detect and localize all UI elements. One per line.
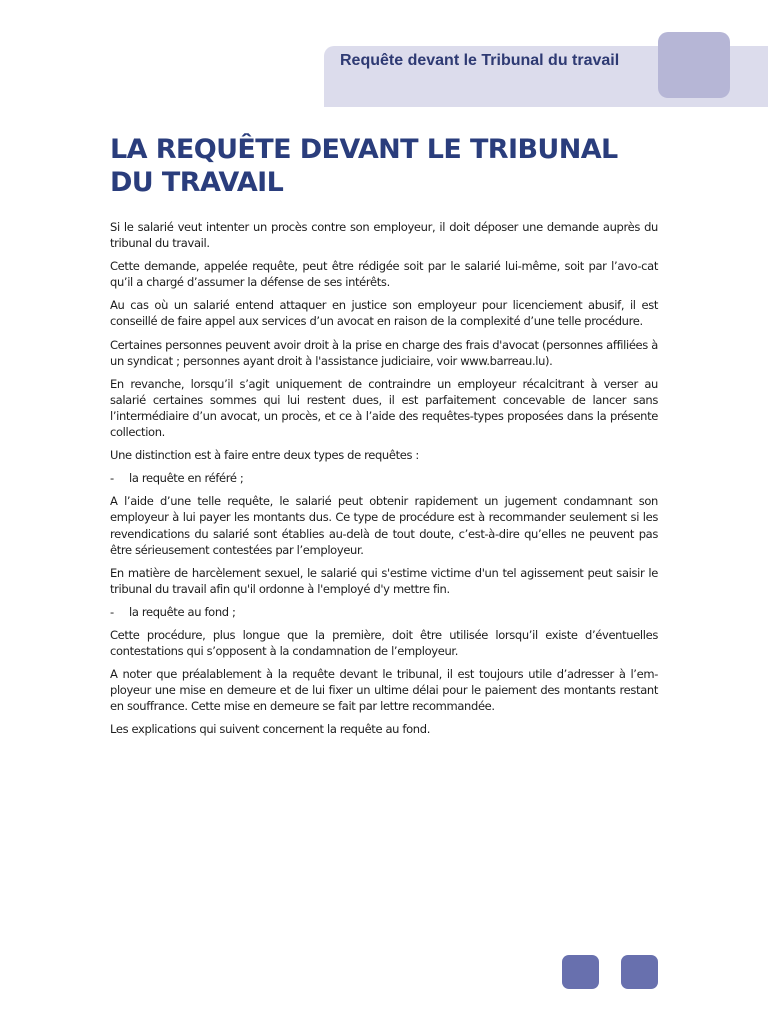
paragraph: Cette procédure, plus longue que la première, doit être utilisée lorsqu’il existe d’éventuelles contestations qui s’opposent à la condamnation de l’employeur. [110,627,658,659]
bullet-item [110,470,658,486]
paragraph: En matière de harcèlement sexuel, le salarié qui s'estime victime d'un tel agissement peut saisir le tribunal du travail afin qu'il ordonne à l'employé d'y mettre fin. [110,565,658,596]
body-text [110,219,658,745]
paragraph: Une distinction est à faire entre deux types de requêtes : [110,448,419,463]
running-header-title: Requête devant le Tribunal du travail [340,52,620,69]
footer-tab-decoration [621,955,658,989]
bullet-text: la requête en référé ; [129,471,244,486]
footer-tab-decoration [562,955,599,989]
paragraph: Cette demande, appelée requête, peut être rédigée soit par le salarié lui-même, soit par l’avo-cat qu’il a chargé d’assumer la défense de ses intérêts. [110,259,658,290]
bullet-marker: - [110,471,114,486]
header-tab-decoration [658,32,730,98]
paragraph: Au cas où un salarié entend attaquer en justice son employeur pour licenciement abusif, il est conseillé de faire appel aux services d’un avocat en raison de la complexité d’une telle procédure. [110,298,658,329]
bullet-text: la requête au fond ; [129,604,236,619]
bullet-item [110,604,658,620]
paragraph: A noter que préalablement à la requête devant le tribunal, il est toujours utile d’adresser à l’em-ployeur une mise en demeure et de lui fixer un ultime délai pour le paiement des montants restant en souffrance. Cette mise en demeure se fait par lettre recommandée. [110,667,658,714]
bullet-marker: - [110,604,114,619]
paragraph: Si le salarié veut intenter un procès contre son employeur, il doit déposer une demande auprès du tribunal du travail. [110,220,658,251]
paragraph: En revanche, lorsqu’il s’agit uniquement de contraindre un employeur récalcitrant à verser au salarié certaines sommes qui lui restent dues, il est parfaitement concevable de lancer sans l’intermédiaire d’un avocat, un procès, et ce à l’aide des requêtes-types proposées dans la présente collection. [110,376,658,440]
paragraph: Les explications qui suivent concernent la requête au fond. [110,722,430,737]
paragraph: A l’aide d’une telle requête, le salarié peut obtenir rapidement un jugement condamnant son employeur à lui payer les montants dus. Ce type de procédure est à recommander seulement si les revendications du salarié sont établies au-delà de tout doute, c’est-à-dire qu’elles ne peuvent pas être sérieusement contestées par l’employeur. [110,494,658,557]
page-title: LA REQUÊTE DEVANT LE TRIBUNAL DU TRAVAIL [110,134,618,198]
paragraph: Certaines personnes peuvent avoir droit à la prise en charge des frais d'avocat (personnes affiliées à un syndicat ; personnes ayant droit à l'assistance judiciaire, voir www.barreau.lu). [110,337,658,368]
